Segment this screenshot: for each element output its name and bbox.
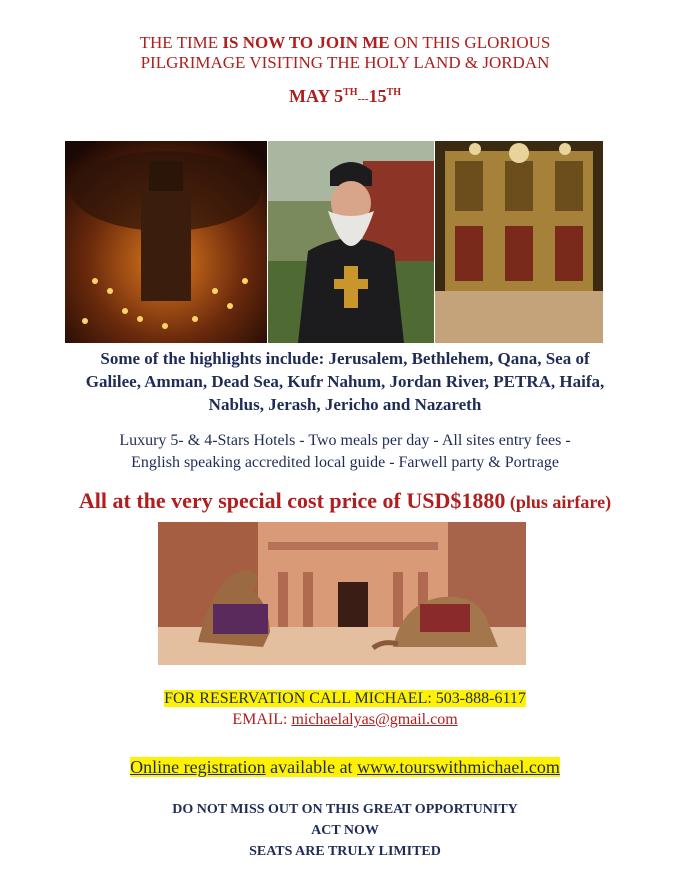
price-line [0,488,690,514]
reservation-call [0,690,690,708]
email-link[interactable]: michaelalyas@gmail.com [291,711,458,728]
reservation-call-text: FOR RESERVATION CALL MICHAEL: 503-888-6117 [164,690,526,707]
website-link[interactable]: www.tourswithmichael.com [357,757,560,777]
footer-line-3: SEATS ARE TRULY LIMITED [249,844,441,859]
holy-sepulchre-candles-photo [65,141,267,343]
price-main: All at the very special cost price of USD$1880 [78,488,506,513]
email-label: EMAIL: [232,711,292,728]
header-text-c: ON THIS GLORIOUS [389,33,551,52]
date-end: 15 [368,86,387,106]
highlights-line-3: Nablus, Jerash, Jericho and Nazareth [208,395,482,414]
footer-line-2: ACT NOW [311,823,379,838]
online-registration-link[interactable]: Online registration [130,757,266,777]
header-line-2: PILGRIMAGE VISITING THE HOLY LAND & JORDAN [140,53,550,72]
header-text-b: IS NOW TO JOIN ME [222,33,390,52]
highlights-line-1: Some of the highlights include: Jerusalem, Bethlehem, Qana, Sea of [100,349,590,368]
amenities-line-2: English speaking accredited local guide - Farwell party & Portrage [131,454,559,471]
trip-dates [0,86,690,107]
footer-line-1: DO NOT MISS OUT ON THIS GREAT OPPORTUNITY [172,802,518,817]
date-end-suffix: TH [386,87,402,98]
registration-middle: available at [265,757,358,777]
amenities-line-1: Luxury 5- & 4-Stars Hotels - Two meals per day - All sites entry fees - [119,432,571,449]
date-dash: --- [357,93,369,105]
header-line-1 [0,33,690,53]
petra-camels-photo [158,522,526,665]
highlights-line-2: Galilee, Amman, Dead Sea, Kufr Nahum, Jordan River, PETRA, Haifa, [85,372,605,391]
date-start: MAY 5 [288,86,344,106]
header-text-a: THE TIME [139,33,223,52]
priest-portrait-photo [268,141,434,343]
church-iconostasis-photo [435,141,603,343]
email-line [0,711,690,729]
date-start-suffix: TH [343,87,358,98]
price-note: (plus airfare) [505,492,612,512]
registration-line [0,757,690,778]
